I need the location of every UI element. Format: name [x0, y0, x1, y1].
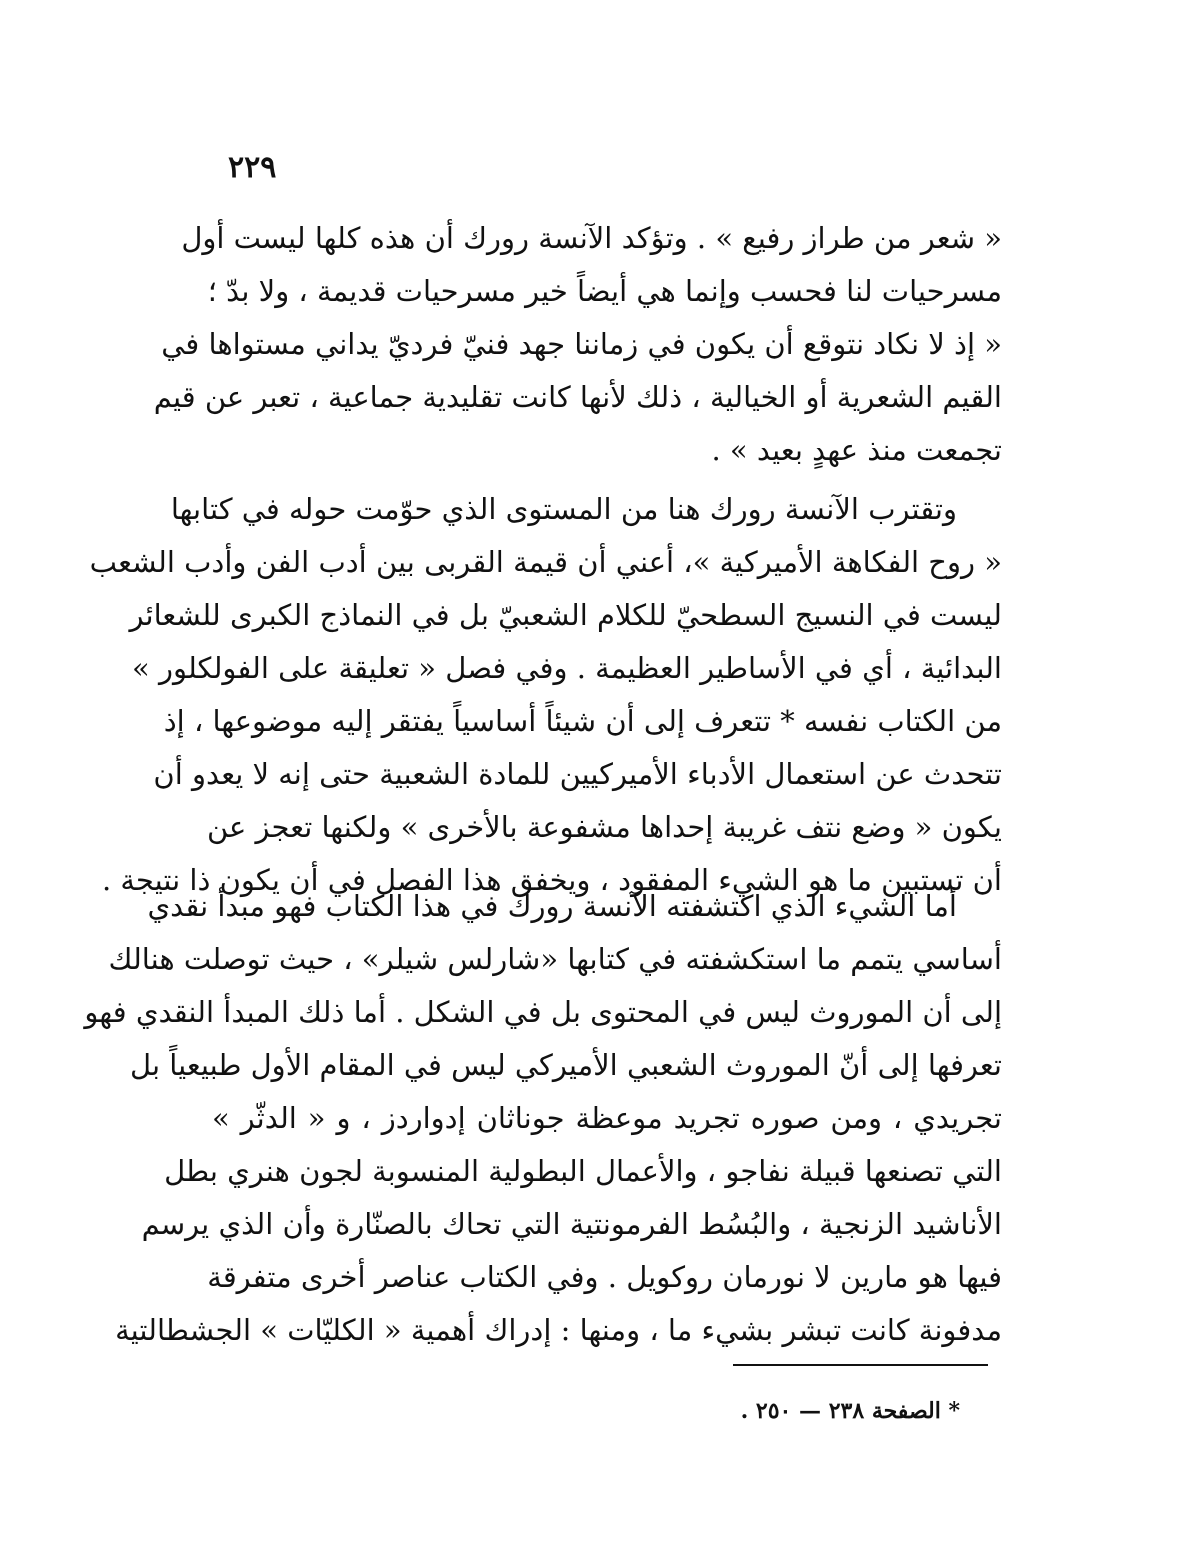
paragraph-1 — [153, 212, 1002, 477]
text-line: أن تستبين ما هو الشيء المفقود ، ويخفق هذا الفصل في أن يكون ذا نتيجة . — [101, 863, 1002, 897]
text-line: تعرفها إلى أنّ الموروث الشعبي الأميركي ليس في المقام الأول طبيعياً بل — [129, 1048, 1002, 1082]
text-line: تجريدي ، ومن صوره تجريد موعظة جوناثان إدواردز ، و « الدثّر » — [212, 1101, 1002, 1135]
text-line: الأناشيد الزنجية ، والبُسُط الفرمونتية التي تحاك بالصنّارة وأن الذي يرسم — [141, 1207, 1002, 1241]
text-line: تتحدث عن استعمال الأدباء الأميركيين للمادة الشعبية حتى إنه لا يعدو أن — [153, 757, 1002, 791]
text-line: من الكتاب نفسه * تتعرف إلى أن شيئاً أساسياً يفتقر إليه موضوعها ، إذ — [163, 704, 1002, 738]
footnote-divider — [733, 1364, 988, 1366]
text-line: التي تصنعها قبيلة نفاجو ، والأعمال البطولية المنسوبة لجون هنري بطل — [164, 1154, 1002, 1188]
text-line: يكون « وضع نتف غريبة إحداها مشفوعة بالأخرى » ولكنها تعجز عن — [206, 810, 1002, 844]
text-line: أما الشيء الذي اكتشفته الآنسة رورك في هذا الكتاب فهو مبدأ نقدي — [147, 889, 957, 923]
text-line: « روح الفكاهة الأميركية »، أعني أن قيمة القربى بين أدب الفن وأدب الشعب — [89, 545, 1002, 579]
text-line: « إذ لا نكاد نتوقع أن يكون في زماننا جهد فنيّ فرديّ يداني مستواها في — [161, 327, 1002, 361]
text-line: تجمعت منذ عهدٍ بعيد » . — [711, 433, 1002, 467]
footnote: * الصفحة ٢٣٨ — ٢٥٠ . — [740, 1398, 960, 1424]
text-line: وتقترب الآنسة رورك هنا من المستوى الذي حوّمت حوله في كتابها — [170, 492, 957, 526]
page-number: ٢٢٩ — [228, 150, 277, 185]
text-line: البدائية ، أي في الأساطير العظيمة . وفي فصل « تعليقة على الفولكلور » — [132, 651, 1002, 685]
text-line: إلى أن الموروث ليس في المحتوى بل في الشكل . أما ذلك المبدأ النقدي فهو — [84, 995, 1002, 1029]
text-line: القيم الشعرية أو الخيالية ، ذلك لأنها كانت تقليدية جماعية ، تعبر عن قيم — [153, 380, 1002, 414]
text-line: مدفونة كانت تبشر بشيء ما ، ومنها : إدراك أهمية « الكليّات » الجشطالتية — [115, 1313, 1002, 1347]
text-line: « شعر من طراز رفيع » . وتؤكد الآنسة رورك أن هذه كلها ليست أول — [181, 221, 1002, 255]
text-line: أساسي يتمم ما استكشفته في كتابها «شارلس شيلر» ، حيث توصلت هنالك — [108, 942, 1002, 976]
text-line: فيها هو مارين لا نورمان روكويل . وفي الكتاب عناصر أخرى متفرقة — [207, 1260, 1002, 1294]
text-line: ليست في النسيج السطحيّ للكلام الشعبيّ بل في النماذج الكبرى للشعائر — [129, 598, 1002, 632]
text-line: مسرحيات لنا فحسب وإنما هي أيضاً خير مسرحيات قديمة ، ولا بدّ ؛ — [207, 274, 1002, 308]
